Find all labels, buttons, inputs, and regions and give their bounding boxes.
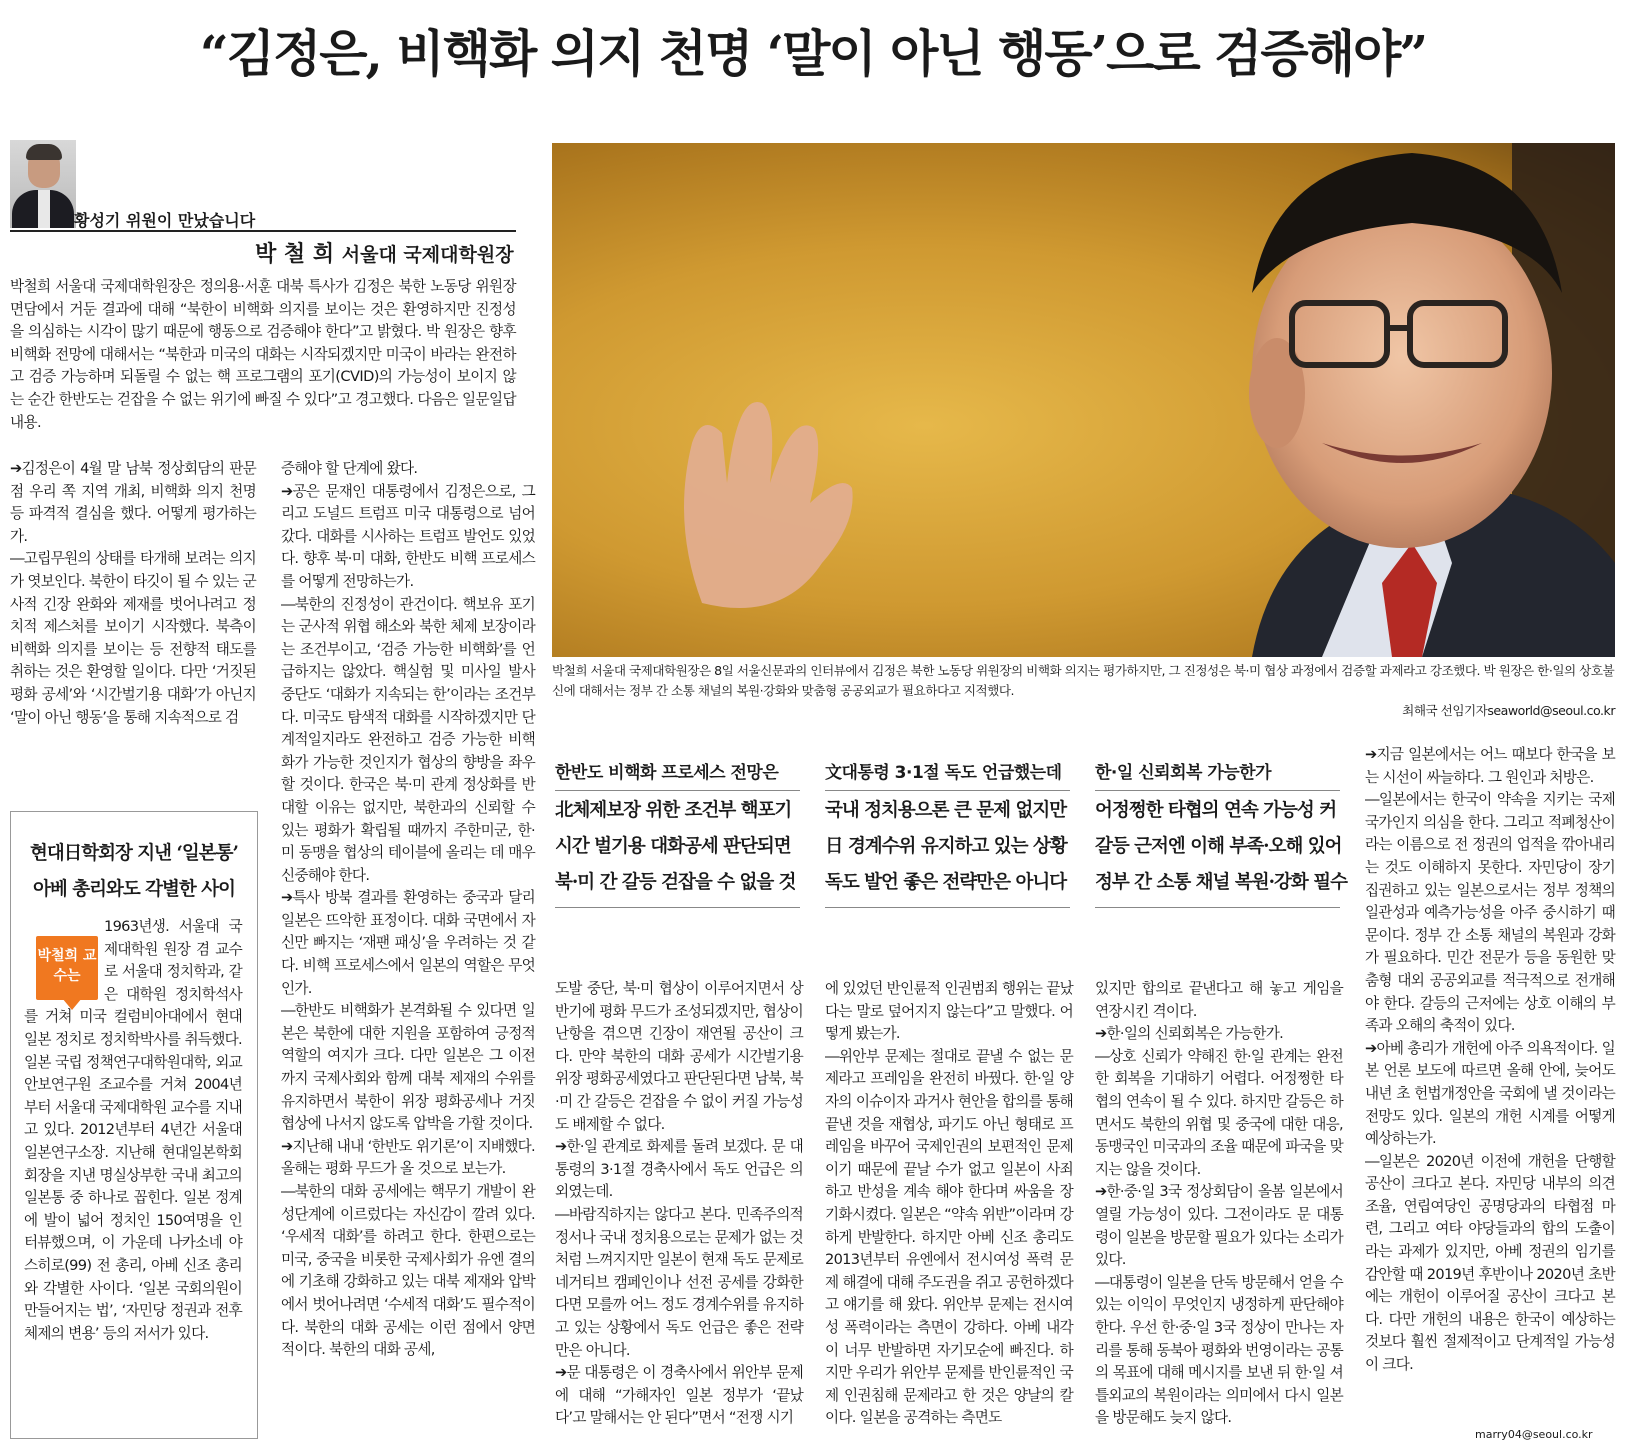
reporter-email: marry04@seoul.co.kr	[1475, 1428, 1593, 1441]
body-column-1	[10, 458, 256, 729]
subhead-divider	[1095, 790, 1340, 791]
paragraph: ―위안부 문제는 절대로 끝낼 수 없는 문제라고 프레임을 완전히 바꿨다. 한·일 양자의 이슈이자 과거사 현안을 합의를 통해 끝낸 것을 재협상, 파기도 아닌 형태로 프레임을 바꾸어 국제인권의 보편적인 문제이기 때문에 끝날 수가 없고 일본이 사죄하고 반성을 계속 해야 한다며 싸움을 장기화시켰다. 일본은 “약속 위반”이라며 강하게 반발한다. 하지만 아베 신조 총리도 2013년부터 유엔에서 전시여성 폭력 문제 해결에 대해 주도권을 쥐고 공헌하겠다고 얘기를 해 왔다. 위안부 문제는 전시여성 폭력이라는 측면이 강하다. 아베 내각이 너무 반발하면 자기모순에 빠진다. 하지만 우리가 위안부 문제를 반인륜적인 국제 인권침해 문제라고 한 것은 양날의 칼이다. 일본을 공격하는 측면도	[825, 1047, 1073, 1427]
paragraph: 증해야 할 단계에 왔다.	[281, 460, 418, 477]
profile-heading	[10, 836, 258, 908]
profile-text: 1963년생. 서울대 국제대학원 원장 겸 교수로 서울대 정치학과, 같은 대학원 정치학석사를 거쳐 미국 컬럼비아대에서 현대 일본 정치로 정치학박사를 취득했다. 일본 국립 정책연구대학원대학, 외교안보연구원 조교수를 거쳐 2004년부터 서울대 국제대학원 교수를 지내고 있다. 2012년부터 4년간 서울대 일본연구소장. 지난해 현대일본학회 회장을 지낸 명실상부한 국내 최고의 일본통 중 하나로 꼽힌다. 일본 정계에 발이 넓어 정치인 150여명을 인터뷰했으며, 이 가운데 나카소네 야스히로(99) 전 총리, 아베 신조 총리와 각별한 사이다. ‘일본 국회의원이 만들어지는 법’, ‘자민당 정권과 전후체제의 변용’ 등의 저서가 있다.	[24, 918, 242, 1342]
headline: “김정은, 비핵화 의지 천명 ‘말이 아닌 행동’으로 검증해야”	[199, 24, 1427, 83]
paragraph: ―일본은 2020년 이전에 개헌을 단행할 공산이 크다고 본다. 자민당 내부의 의견 조율, 연립여당인 공명당과의 타협점 마련, 그리고 여타 야당들과의 합의 도출이라는 과제가 있지만, 아베 정권의 임기를 감안할 때 2019년 후반이나 2020년 초반에는 개헌이 이루어질 공산이 크다고 본다. 다만 개헌의 내용은 한국이 예상하는 것보다 훨씬 절제적이고 단계적일 가능성이 크다.	[1365, 1152, 1615, 1374]
paragraph: ➔김정은이 4월 말 남북 정상회담의 판문점 우리 쪽 지역 개최, 비핵화 의지 천명 등 파격적 결심을 했다. 어떻게 평가하는가.	[10, 460, 256, 545]
subhead-divider	[555, 907, 800, 908]
photo-credit: 최해국 선임기자seaworld@seoul.co.kr	[1402, 703, 1615, 718]
body-column-4	[825, 978, 1073, 1430]
subhead-divider	[825, 907, 1070, 908]
body-column-6	[1365, 744, 1615, 1377]
byline-divider	[10, 230, 516, 232]
paragraph: ➔아베 총리가 개헌에 아주 의욕적이다. 일본 언론 보도에 따르면 올해 안에, 늦어도 내년 초 헌법개정안을 국회에 낼 것이라는 전망도 있다. 일본의 개헌 시계를 어떻게 예상하는가.	[1365, 1039, 1615, 1148]
subhead-divider	[1095, 907, 1340, 908]
subhead-block-3	[1095, 793, 1347, 901]
paragraph: ―한반도 비핵화가 본격화될 수 있다면 일본은 북한에 대한 지원을 포함하여 긍정적 역할의 여지가 크다. 다만 일본은 그 이전까지 국제사회와 함께 대북 제재의 수위를 유지하면서 북한이 위장 평화공세나 거짓 협상에 나서지 않도록 압박을 가할 것이다.	[281, 1002, 535, 1133]
interview-photo	[552, 143, 1615, 657]
paragraph: ➔문 대통령은 이 경축사에서 위안부 문제에 대해 “가해자인 일본 정부가 ‘끝났다’고 말해서는 안 된다”면서 “전쟁 시기	[555, 1364, 803, 1427]
reporter-portrait	[10, 140, 76, 228]
subhead-label-2: 文대통령 3·1절 독도 언급했는데	[825, 763, 1062, 783]
profile-heading-line: 아베 총리와도 각별한 사이	[33, 879, 235, 900]
subhead-line: 어정쩡한 타협의 연속 가능성 커	[1095, 800, 1337, 821]
paragraph: ―일본에서는 한국이 약속을 지키는 국제 국가인지 의심을 한다. 그리고 적폐청산이라는 이름으로 전 정권의 업적을 깎아내리는 것도 이해하지 못한다. 자민당이 장기 집권하고 있는 일본으로서는 정부 정책의 일관성과 예측가능성을 아주 중시하기 때문이다. 정부 간 소통 채널의 복원과 강화가 필요하다. 민간 전문가 등을 동원한 맞춤형 대외 공공외교를 적극적으로 전개해야 한다. 갈등의 근저에는 상호 이해의 부족과 오해의 축적이 있다.	[1365, 791, 1615, 1035]
paragraph: ➔지난해 내내 ‘한반도 위기론’이 지배했다. 올해는 평화 무드가 올 것으로 보는가.	[281, 1137, 535, 1178]
subhead-line: 독도 발언 좋은 전략만은 아니다	[825, 872, 1067, 893]
subhead-line: 북·미 간 갈등 걷잡을 수 없을 것	[555, 872, 796, 893]
subhead-divider	[825, 790, 1070, 791]
lead-paragraph: 박철희 서울대 국제대학원장은 정의용·서훈 대북 특사가 김정은 북한 노동당 위원장 면담에서 거둔 결과에 대해 “북한이 비핵화 의지를 보이는 것은 환영하지만 진정성을 의심하는 시각이 많기 때문에 행동으로 검증해야 한다”고 밝혔다. 박 원장은 향후 비핵화 전망에 대해서는 “북한과 미국의 대화는 시작되겠지만 미국이 바라는 완전하고 검증 가능하며 되돌릴 수 없는 핵 프로그램의 포기(CVID)의 가능성이 보이지 않는 순간 한반도는 걷잡을 수 없는 위기에 빠질 수 있다”고 경고했다. 다음은 일문일답 내용.	[10, 278, 516, 431]
subhead-block-1	[555, 793, 796, 901]
profile-badge: 박철희 교수는	[36, 936, 98, 1000]
profile-heading-line: 현대日학회장 지낸 ‘일본통’	[30, 843, 238, 864]
paragraph: ➔한·일 관계로 화제를 돌려 보겠다. 문 대통령의 3·1절 경축사에서 독도 언급은 의외였는데.	[555, 1138, 803, 1201]
paragraph: ―고립무원의 상태를 타개해 보려는 의지가 엿보인다. 북한이 타깃이 될 수 있는 군사적 긴장 완화와 제재를 벗어나려고 정치적 제스처를 보이기 시작했다. 북측이 비핵화 의지를 보이는 등 전향적 태도를 취하는 것은 환영할 일이다. 다만 ‘거짓된 평화 공세’와 ‘시간벌기용 대화’가 아닌지 ‘말이 아닌 행동’을 통해 지속적으로 검	[10, 550, 256, 726]
paragraph: 에 있었던 반인륜적 인권범죄 행위는 끝났다는 말로 덮어지지 않는다”고 말했다. 어떻게 봤는가.	[825, 980, 1073, 1043]
body-column-3	[555, 978, 803, 1430]
paragraph: ―바람직하지는 않다고 본다. 민족주의적 정서나 국내 정치용으로는 문제가 없는 것처럼 느껴지지만 일본이 현재 독도 문제로 네거티브 캠페인이나 선전 공세를 강화한다면 모를까 어느 정도 경계수위를 유지하고 있는 상황에서 독도 언급은 좋은 전략만은 아니다.	[555, 1205, 803, 1359]
paragraph: ―대통령이 일본을 단독 방문해서 얻을 수 있는 이익이 무엇인지 냉정하게 판단해야 한다. 우선 한·중·일 3국 정상이 만나는 자리를 통해 동북아 평화와 번영이라는 공통의 목표에 대해 메시지를 보낸 뒤 한·일 셔틀외교의 복원이라는 의미에서 다시 일본을 방문해도 늦지 않다.	[1095, 1273, 1343, 1427]
subhead-label-1: 한반도 비핵화 프로세스 전망은	[555, 763, 779, 783]
paragraph: ―북한의 대화 공세에는 핵무기 개발이 완성단계에 이르렀다는 자신감이 깔려 있다. ‘우세적 대화’를 하려고 한다. 한편으로는 미국, 중국을 비롯한 국제사회가 유엔 결의에 기초해 강화하고 있는 대북 제재와 압박에서 벗어나려면 ‘수세적 대화’도 필수적이다. 북한의 대화 공세는 이런 점에서 양면적이다. 북한의 대화 공세,	[281, 1183, 535, 1359]
portrait-illustration	[552, 143, 1615, 657]
byline-label: 황성기 위원이 만났습니다	[74, 211, 256, 230]
subhead-line: 北체제보장 위한 조건부 핵포기	[555, 800, 792, 821]
paragraph: ―북한의 진정성이 관건이다. 핵보유 포기는 군사적 위협 해소와 북한 체제 보장이라는 조건부이고, ‘검증 가능한 비핵화’를 언급하지는 않았다. 핵실험 및 미사일 발사 중단도 ‘대화가 지속되는 한’이라는 조건부다. 미국도 탐색적 대화를 시작하겠지만 단계적일지라도 완전하고 검증 가능한 비핵화가 가능한 것인지가 협상의 향방을 좌우할 것이다. 한국은 북·미 관계 정상화를 반대할 이유는 없지만, 북한과의 신뢰할 수 있는 평화가 확립될 때까지 주한미군, 한·미 동맹을 협상의 테이블에 올리는 데 매우 신중해야 한다.	[281, 595, 535, 884]
paragraph: ➔지금 일본에서는 어느 때보다 한국을 보는 시선이 싸늘하다. 그 원인과 처방은.	[1365, 746, 1615, 786]
paragraph: ➔공은 문재인 대통령에서 김정은으로, 그리고 도널드 트럼프 미국 대통령으로 넘어갔다. 대화를 시사하는 트럼프 발언도 있었다. 향후 북·미 대화, 한반도 비핵 프로세스를 어떻게 전망하는가.	[281, 482, 535, 590]
subhead-line: 정부 간 소통 채널 복원·강화 필수	[1095, 872, 1347, 893]
subhead-block-2	[825, 793, 1067, 901]
subhead-label-3: 한·일 신뢰회복 가능한가	[1095, 763, 1272, 783]
subhead-line: 시간 벌기용 대화공세 판단되면	[555, 836, 791, 857]
interviewee-name-line	[255, 237, 514, 268]
interviewee-title: 서울대 국제대학원장	[341, 244, 514, 266]
photo-caption	[552, 661, 1615, 721]
paragraph: ➔한·중·일 3국 정상회담이 올봄 일본에서 열릴 가능성이 있다. 그전이라도 문 대통령이 일본을 방문할 필요가 있다는 소리가 있다.	[1095, 1183, 1343, 1269]
paragraph: 있지만 합의로 끝낸다고 해 놓고 게임을 연장시킨 격이다.	[1095, 980, 1343, 1020]
paragraph: ➔특사 방북 결과를 환영하는 중국과 달리 일본은 뜨악한 표정이다. 대화 국면에서 자신만 빠지는 ‘재팬 패싱’을 우려하는 것 같다. 비핵 프로세스에서 일본의 역할은 무엇인가.	[281, 889, 535, 997]
paragraph: ―상호 신뢰가 약해진 한·일 관계는 완전한 회복을 기대하기 어렵다. 어정쩡한 타협의 연속이 될 수 있다. 하지만 갈등은 하면서도 북한의 위협 및 중국에 대한 대응, 동맹국인 미국과의 조율 때문에 파국을 맞지는 않을 것이다.	[1095, 1047, 1343, 1178]
subhead-line: 국내 정치용으론 큰 문제 없지만	[825, 800, 1067, 821]
interviewee-name: 박 철 희	[255, 241, 335, 267]
subhead-line: 갈등 근저엔 이해 부족·오해 있어	[1095, 836, 1342, 857]
paragraph: 도발 중단, 북·미 협상이 이루어지면서 상반기에 평화 무드가 조성되겠지만, 협상이 난항을 겪으면 긴장이 재연될 공산이 크다. 만약 북한의 대화 공세가 시간벌기용 위장 평화공세였다고 판단된다면 남북, 북·미 간 갈등은 걷잡을 수 없이 커질 가능성도 배제할 수 없다.	[555, 980, 803, 1133]
subhead-divider	[555, 790, 800, 791]
caption-text: 박철희 서울대 국제대학원장은 8일 서울신문과의 인터뷰에서 김정은 북한 노동당 위원장의 비핵화 의지는 평가하지만, 그 진정성은 북·미 협상 과정에서 검증할 과제라고 강조했다. 박 원장은 한·일의 상호불신에 대해서는 정부 간 소통 채널의 복원·강화와 맞춤형 공공외교가 필요하다고 지적했다.	[552, 663, 1615, 698]
profile-badge-tail	[62, 998, 82, 1010]
paragraph: ➔한·일의 신뢰회복은 가능한가.	[1095, 1025, 1284, 1043]
subhead-line: 日 경계수위 유지하고 있는 상황	[825, 836, 1067, 857]
body-column-5	[1095, 978, 1343, 1430]
body-column-2	[281, 458, 535, 1362]
